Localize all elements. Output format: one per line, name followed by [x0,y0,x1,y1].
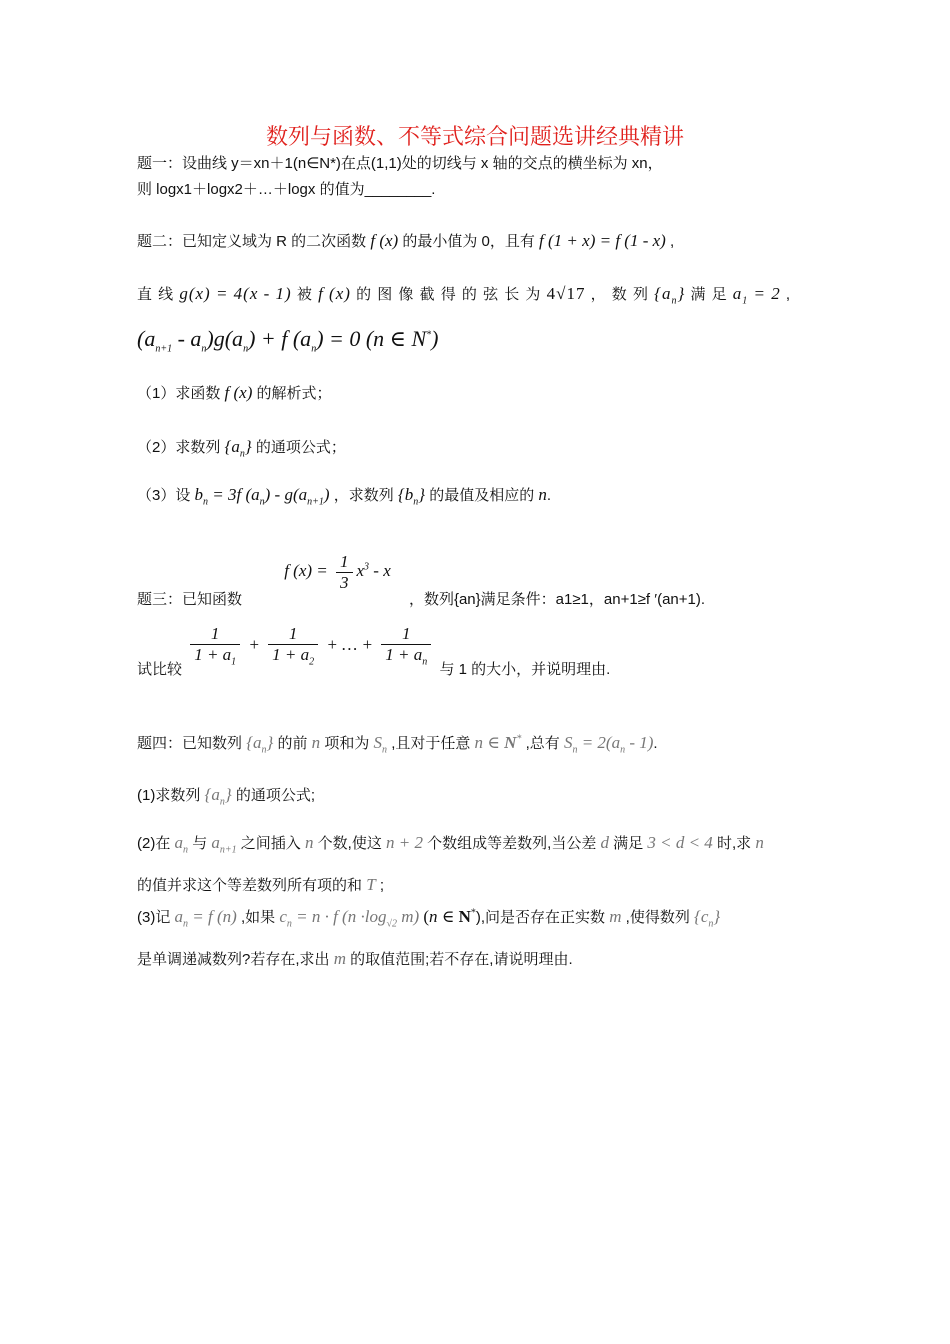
problem-4-q2-d: 个数,使这 [317,835,382,852]
problem-3-compare-b: 与 1 的大小，并说明理由. [439,660,611,678]
formula-seq-cn: $\{c_n\}$ [694,907,721,930]
formula-a1: $a_1 = 2$ [732,284,781,307]
problem-2-line2-c: 的 图 像 截 得 的 弦 长 为 [356,286,542,303]
formula-n-2: n [311,733,321,752]
formula-d: d [600,833,609,852]
problem-2-line-3 [137,326,438,354]
formula-f-x: f (x) [370,231,399,250]
problem-4-q3-d: ,使得数列 [625,909,690,926]
problem-3-line-1 [137,552,706,609]
problem-4-q2-f: 满足 [613,835,644,852]
formula-Sn: $S_n$ [373,733,388,756]
problem-3-label: 题三：已知函数 [137,591,243,609]
formula-g-x: g(x) = 4(x - 1) [179,284,292,303]
formula-d-range: 3 < d < 4 [647,833,713,852]
formula-m: m [609,907,622,926]
problem-2-line2-b: 被 [296,286,313,303]
formula-seq-an-2: $\{a_n\}$ [224,437,252,460]
problem-2-line-1: 题二：已知定义域为 R 的二次函数 f (x) 的最小值为 0，且有 f (1 + x) = f (1 - x) , [137,231,675,250]
formula-n-plus-2: n + 2 [386,833,423,852]
formula-sum-fraction: $\frac{1}{1 + a_1}$ + $\frac{1}{1 + a_2}$ + … + $\frac{1}{1 + a_n}$ [186,635,439,654]
formula-an1: $a_{n+1}$ [211,833,237,856]
problem-2-q3: （3）设 $b_n = 3f$ $(a_n) - g(a_{n+1})$ ，求数列 $\{b_n\}$ 的最值及相应的 n. [137,485,552,508]
problem-4-q2-e: 个数组成等差数列,当公差 [427,835,597,852]
formula-n-in-N: n ∈ N* [474,733,522,752]
problem-4-q2-b: 与 [192,835,208,852]
problem-2-text-1: 的最小值为 0，且有 [402,233,535,250]
formula-n-in-N-2: (n ∈ N* [423,907,476,926]
problem-3-line-2 [137,624,611,678]
formula-seq-an-4: $\{a_n\}$ [204,785,232,808]
problem-2-q1-a: （1）求函数 [137,385,221,402]
problem-1-line-2: 则 logx1＋logx2＋…＋logx 的值为________. [137,181,436,198]
problem-4-q3-line-2 [137,948,573,969]
problem-2-line2-a: 直 线 [137,286,175,303]
problem-3-compare-a: 试比较 [137,660,183,678]
problem-4-q3-line-1 [137,906,720,929]
formula-n-3: n [304,833,314,852]
formula-chord-length: 4√17 [546,284,586,303]
problem-4-text-1: 的前 [277,735,308,752]
problem-2-q2-b: 的通项公式； [255,439,346,456]
problem-4-q3-c: ),问是否存在正实数 [475,909,606,926]
problem-4-text-3: ,且对于任意 [391,735,471,752]
formula-seq-bn: $\{b_n\}$ [397,485,426,508]
problem-2-q1-b: 的解析式； [256,385,332,402]
problem-1-line-1: 题一：设曲线 y＝xn＋1(n∈N*)在点(1,1)处的切线与 x 轴的交点的横坐标为 xn， [137,155,663,172]
problem-2-q1 [137,382,332,403]
problem-3-condition: ，数列{an}满足条件：a1≥1，an+1≥f ′(an+1). [408,591,706,609]
formula-an: $a_n$ [174,833,189,856]
formula-f-x-2: f (x) [318,284,351,303]
formula-Sn-eq: $S_n = 2(a_n - 1)$ [563,733,654,756]
problem-4-q3-e: 是单调递减数列?若存在,求出 [137,951,330,968]
formula-f-x-3: f (x) [224,383,253,402]
problem-4-q2-a: (2)在 [137,835,171,852]
problem-4-q2-c: 之间插入 [240,835,301,852]
problem-2-line2-d: ， 数 列 [590,286,649,303]
problem-4-q2-line-2: 的值并求这个等差数列所有项的和 T ; [137,875,384,894]
problem-4-q2-g: 时,求 [716,835,752,852]
problem-4-text-4: ,总有 [525,735,560,752]
formula-n: n [538,485,547,504]
problem-2-q3-a: （3）设 [137,487,191,504]
formula-recurrence: $(a_{n+1} - a_n)g(a_n) + f$ $(a_n) = 0$ (n ∈ N*) [137,326,439,355]
formula-seq-an-3: $\{a_n\}$ [246,733,274,756]
problem-2-q3-b: ，求数列 [333,487,394,504]
problem-4-label: 题四：已知数列 [137,735,243,752]
problem-4-q3-b: ,如果 [240,909,276,926]
problem-4-q1 [137,784,315,807]
problem-4-q2-line-1 [137,832,764,855]
problem-4-q3-f: 的取值范围;若不存在,请说明理由. [350,951,573,968]
problem-2-q2 [137,436,346,459]
formula-m-2: m [333,949,346,968]
problem-2-label: 题二：已知定义域为 R 的二次函数 [137,233,367,250]
problem-2-line-2: 直 线 g(x) = 4(x - 1) 被 f (x) 的 图 像 截 得 的 弦 长 为 4√17 ， 数 列 $\{a_n\}$ 满 足 $a_1 = 2$ , [137,284,792,307]
problem-2-q2-a: （2）求数列 [137,439,221,456]
problem-4-text-2: 项和为 [324,735,370,752]
problem-4-q2-h: 的值并求这个等差数列所有项的和 [137,877,363,894]
formula-cubic: f (x) = $\frac{1}{3}$ $x^3$ - x [284,552,391,592]
problem-4-q3-a: (3)记 [137,909,171,926]
formula-cn: $c_n = n \cdot f$ ($n \cdot\log_{√2}$ m) [279,907,420,930]
problem-4-q1-b: 的通项公式; [235,787,315,804]
document-title: 数列与函数、不等式综合问题选讲经典精讲 [265,124,684,149]
formula-an-fn: $a_n = f$ (n) [174,907,237,930]
problem-2-line2-e: 满 足 [690,286,728,303]
formula-symmetry: f (1 + x) = f (1 - x) [539,231,666,250]
formula-n-4: n [755,833,764,852]
problem-4-q1-a: (1)求数列 [137,787,201,804]
problem-4-line-1: 题四：已知数列 $\{a_n\}$ 的前 n 项和为 $S_n$ ,且对于任意 n ∈ N* ,总有 $S_n = 2(a_n - 1)$. [137,733,658,756]
formula-T: T [366,875,376,894]
formula-seq-an: $\{a_n\}$ [654,284,686,307]
formula-bn: $b_n = 3f$ $(a_n) - g(a_{n+1})$ [194,485,330,508]
problem-2-q3-c: 的最值及相应的 [429,487,535,504]
